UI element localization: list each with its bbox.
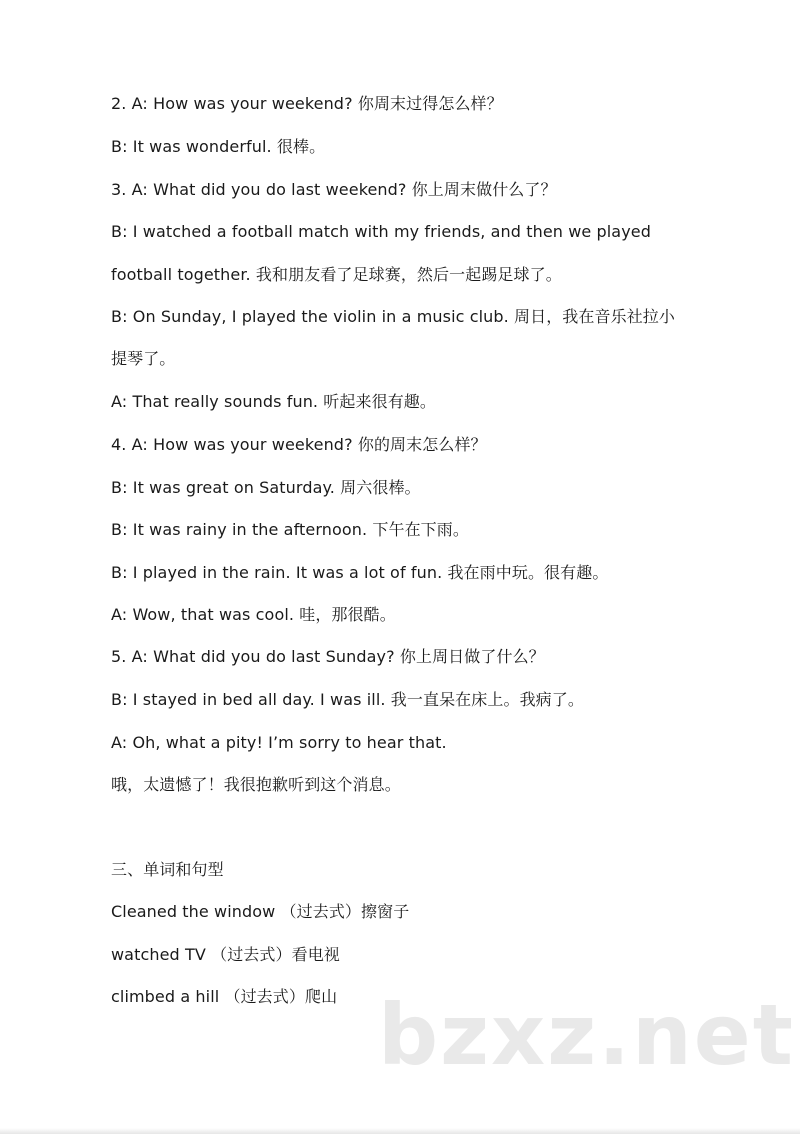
dialogue-line: A: That really sounds fun. 听起来很有趣。 [111, 392, 437, 411]
dialogue-line: 提琴了。 [111, 349, 176, 368]
dialogue-line: 2. A: How was your weekend? 你周末过得怎么样？ [111, 94, 503, 113]
dialogue-line: B: I watched a football match with my friends, and then we played [111, 222, 651, 241]
dialogue-line: 4. A: How was your weekend? 你的周末怎么样？ [111, 435, 487, 454]
dialogue-line: A: Wow, that was cool. 哇，那很酷。 [111, 605, 396, 624]
dialogue-line: B: It was wonderful. 很棒。 [111, 137, 326, 156]
dialogue-line: B: On Sunday, I played the violin in a music club. 周日，我在音乐社拉小 [111, 307, 676, 326]
dialogue-line: 哦，太遗憾了！我很抱歉听到这个消息。 [111, 775, 401, 794]
dialogue-line: A: Oh, what a pity! I’m sorry to hear that. [111, 733, 447, 752]
dialogue-line: 5. A: What did you do last Sunday? 你上周日做了什么？ [111, 647, 545, 666]
dialogue-line: B: I played in the rain. It was a lot of fun. 我在雨中玩。很有趣。 [111, 563, 609, 582]
vocab-item: Cleaned the window （过去式）擦窗子 [111, 902, 410, 921]
watermark: bzxz.net [378, 986, 795, 1084]
dialogue-line: football together. 我和朋友看了足球赛，然后一起踢足球了。 [111, 265, 562, 284]
vocab-item: watched TV （过去式）看电视 [111, 945, 340, 964]
dialogue-line: B: It was rainy in the afternoon. 下午在下雨。 [111, 520, 469, 539]
dialogue-line: 3. A: What did you do last weekend? 你上周末做什么了？ [111, 180, 557, 199]
section-heading: 三、单词和句型 [111, 860, 224, 879]
page-bottom-edge [0, 1128, 800, 1134]
vocab-item: climbed a hill （过去式）爬山 [111, 987, 338, 1006]
dialogue-line: B: I stayed in bed all day. I was ill. 我一直呆在床上。我病了。 [111, 690, 584, 709]
dialogue-line: B: It was great on Saturday. 周六很棒。 [111, 478, 421, 497]
